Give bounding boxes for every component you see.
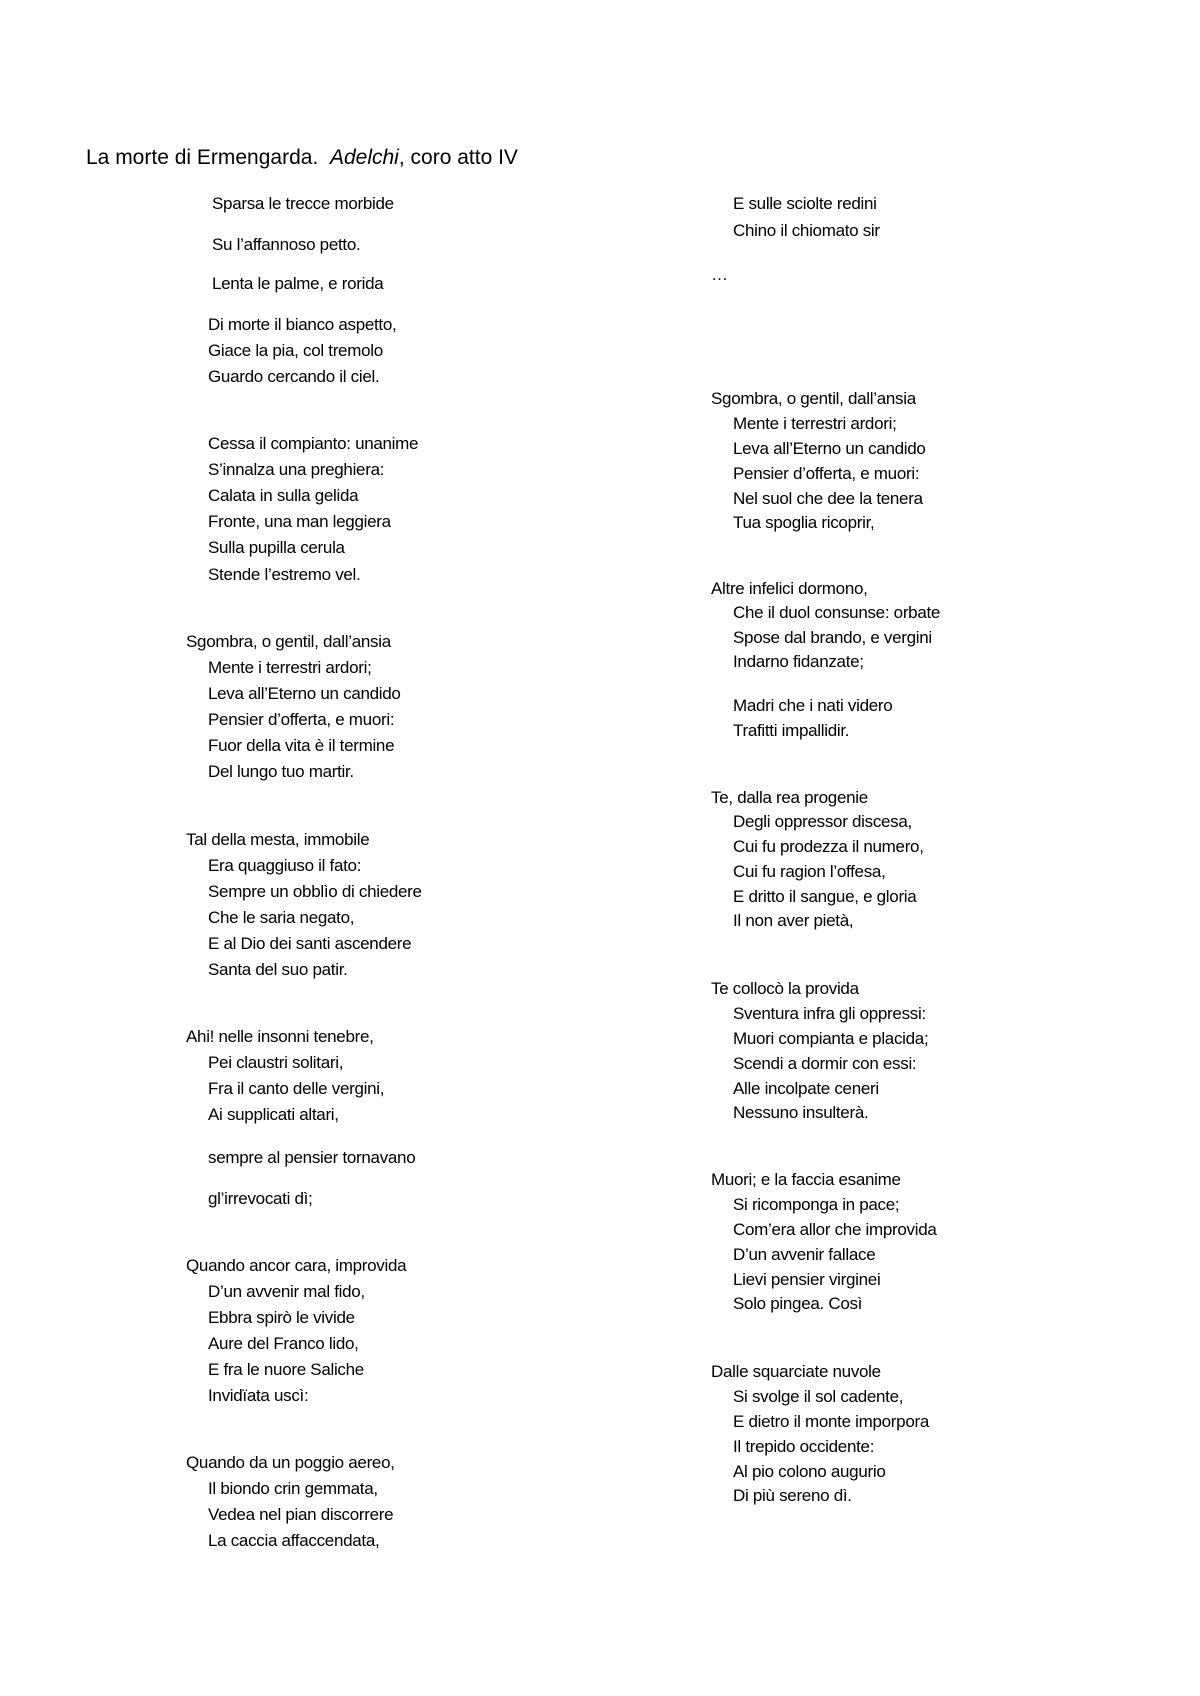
right-verse-line: E sulle sciolte redini — [733, 194, 877, 213]
right-verse-line: Muori compianta e placida; — [733, 1029, 929, 1048]
left-verse-line: Di morte il bianco aspetto, — [208, 315, 397, 334]
right-verse-line: Trafitti impallidir. — [733, 721, 850, 740]
left-verse-line: S’innalza una preghiera: — [208, 460, 385, 479]
left-verse-line: Guardo cercando il ciel. — [208, 367, 380, 386]
left-verse-line: Fuor della vita è il termine — [208, 736, 395, 755]
left-verse-line: Pei claustri solitari, — [208, 1053, 344, 1072]
left-verse-line: Tal della mesta, immobile — [186, 830, 370, 849]
left-verse-line: Invidïata uscì: — [208, 1386, 309, 1405]
right-verse-line: Indarno fidanzate; — [733, 652, 864, 671]
left-verse-line: Ebbra spirò le vivide — [208, 1308, 355, 1327]
left-verse-line: E fra le nuore Saliche — [208, 1360, 364, 1379]
right-verse-line: … — [711, 265, 728, 284]
right-verse-line: Chino il chiomato sir — [733, 221, 880, 240]
right-verse-line: E dritto il sangue, e gloria — [733, 887, 917, 906]
right-verse-line: Scendi a dormir con essi: — [733, 1054, 917, 1073]
right-verse-line: Alle incolpate ceneri — [733, 1079, 879, 1098]
left-verse-line: Leva all’Eterno un candido — [208, 684, 401, 703]
left-verse-line: D’un avvenir mal fido, — [208, 1282, 365, 1301]
right-verse-line: Madri che i nati videro — [733, 696, 893, 715]
left-verse-line: Cessa il compianto: unanime — [208, 434, 419, 453]
title-work: Adelchi — [329, 146, 399, 169]
left-verse-line: Mente i terrestri ardori; — [208, 658, 372, 677]
left-verse-line: Stende l’estremo vel. — [208, 565, 361, 584]
left-verse-line: Sgombra, o gentil, dall’ansia — [186, 632, 391, 651]
left-verse-line: sempre al pensier tornavano — [208, 1148, 416, 1167]
right-verse-line: Cui fu prodezza il numero, — [733, 837, 924, 856]
right-verse-line: Tua spoglia ricoprir, — [733, 513, 875, 532]
left-verse-line: Lenta le palme, e rorida — [212, 274, 384, 293]
right-verse-line: Solo pingea. Così — [733, 1294, 863, 1313]
right-verse-line: Leva all’Eterno un candido — [733, 439, 926, 458]
left-verse-line: E al Dio dei santi ascendere — [208, 934, 412, 953]
left-verse-line: La caccia affaccendata, — [208, 1531, 380, 1550]
right-verse-line: Cui fu ragion l’offesa, — [733, 862, 886, 881]
right-verse-line: Spose dal brando, e vergini — [733, 628, 932, 647]
left-verse-line: Fra il canto delle vergini, — [208, 1079, 385, 1098]
right-verse-line: Te, dalla rea progenie — [711, 788, 868, 807]
left-verse-line: Quando ancor cara, improvida — [186, 1256, 407, 1275]
right-verse-line: Mente i terrestri ardori; — [733, 414, 897, 433]
right-verse-line: Si ricomponga in pace; — [733, 1195, 900, 1214]
left-verse-line: gl’irrevocati dì; — [208, 1189, 313, 1208]
right-verse-line: Si svolge il sol cadente, — [733, 1387, 904, 1406]
title-rest: , coro atto IV — [398, 146, 518, 169]
left-verse-line: Sulla pupilla cerula — [208, 538, 345, 557]
left-verse-line: Il biondo crin gemmata, — [208, 1479, 378, 1498]
left-verse-line: Giace la pia, col tremolo — [208, 341, 383, 360]
left-verse-line: Fronte, una man leggiera — [208, 512, 391, 531]
right-verse-line: Nessuno insulterà. — [733, 1103, 869, 1122]
left-verse-line: Era quaggiuso il fato: — [208, 856, 362, 875]
title-main: La morte di Ermengarda. — [86, 146, 319, 169]
right-verse-line: E dietro il monte imporpora — [733, 1412, 929, 1431]
right-verse-line: Che il duol consunse: orbate — [733, 603, 941, 622]
left-verse-line: Aure del Franco lido, — [208, 1334, 359, 1353]
page-title — [86, 146, 518, 170]
right-verse-line: Sventura infra gli oppressi: — [733, 1004, 926, 1023]
left-verse-line: Santa del suo patir. — [208, 960, 348, 979]
right-verse-line: Pensier d’offerta, e muori: — [733, 464, 920, 483]
right-verse-line: Degli oppressor discesa, — [733, 812, 912, 831]
left-verse-line: Ahi! nelle insonni tenebre, — [186, 1027, 374, 1046]
left-verse-line: Sempre un obblìo di chiedere — [208, 882, 422, 901]
right-verse-line: Al pio colono augurio — [733, 1462, 886, 1481]
left-verse-line: Del lungo tuo martir. — [208, 762, 354, 781]
left-verse-line: Che le saria negato, — [208, 908, 355, 927]
right-verse-line: Il non aver pietà, — [733, 911, 854, 930]
left-verse-line: Vedea nel pian discorrere — [208, 1505, 394, 1524]
right-verse-line: Te collocò la provida — [711, 979, 859, 998]
left-verse-line: Ai supplicati altari, — [208, 1105, 339, 1124]
right-verse-line: Di più sereno dì. — [733, 1486, 852, 1505]
left-verse-line: Quando da un poggio aereo, — [186, 1453, 395, 1472]
right-verse-line: Com’era allor che improvida — [733, 1220, 937, 1239]
left-verse-line: Su l’affannoso petto. — [212, 235, 361, 254]
right-verse-line: Muori; e la faccia esanime — [711, 1170, 901, 1189]
right-verse-line: D’un avvenir fallace — [733, 1245, 876, 1264]
right-verse-line: Sgombra, o gentil, dall’ansia — [711, 389, 916, 408]
right-verse-line: Il trepido occidente: — [733, 1437, 875, 1456]
right-verse-line: Altre infelici dormono, — [711, 579, 868, 598]
left-verse-line: Calata in sulla gelida — [208, 486, 359, 505]
right-verse-line: Nel suol che dee la tenera — [733, 489, 923, 508]
right-verse-line: Lievi pensier virginei — [733, 1270, 881, 1289]
left-verse-line: Pensier d’offerta, e muori: — [208, 710, 395, 729]
left-verse-line: Sparsa le trecce morbide — [212, 194, 394, 213]
right-verse-line: Dalle squarciate nuvole — [711, 1362, 881, 1381]
